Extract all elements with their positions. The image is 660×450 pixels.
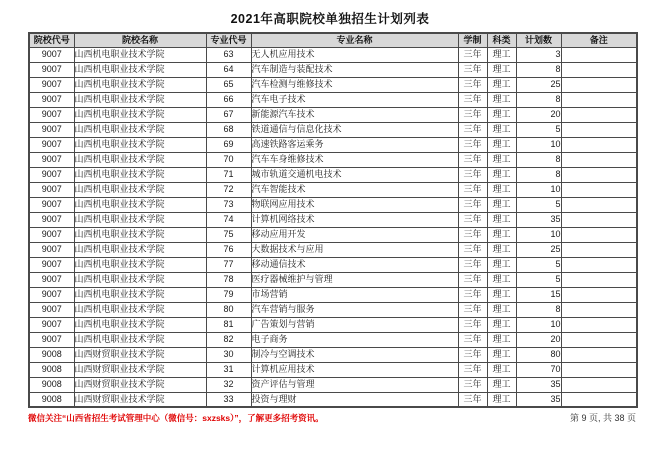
table-header-row (29, 33, 637, 47)
table-cell (561, 257, 637, 272)
table-cell: 9007 (29, 287, 74, 302)
table-cell: 三年 (458, 212, 487, 227)
table-cell: 汽车营销与服务 (251, 302, 458, 317)
table-cell: 69 (206, 137, 251, 152)
table-cell: 移动通信技术 (251, 257, 458, 272)
table-cell: 投资与理财 (251, 392, 458, 407)
table-cell: 山西机电职业技术学院 (74, 167, 206, 182)
table-cell: 山西机电职业技术学院 (74, 47, 206, 62)
table-cell (561, 167, 637, 182)
table-cell (561, 347, 637, 362)
table-cell: 理工 (487, 362, 516, 377)
table-cell: 理工 (487, 212, 516, 227)
table-cell: 三年 (458, 137, 487, 152)
table-cell: 理工 (487, 152, 516, 167)
table-cell: 山西机电职业技术学院 (74, 182, 206, 197)
table-cell: 理工 (487, 77, 516, 92)
table-cell: 9007 (29, 257, 74, 272)
table-row (29, 212, 637, 227)
table-cell: 70 (516, 362, 561, 377)
table-cell: 31 (206, 362, 251, 377)
table-cell (561, 152, 637, 167)
table-cell: 三年 (458, 242, 487, 257)
table-cell: 9007 (29, 302, 74, 317)
table-cell: 理工 (487, 392, 516, 407)
table-cell: 三年 (458, 377, 487, 392)
table-row (29, 62, 637, 77)
table-cell: 9008 (29, 347, 74, 362)
table-row (29, 347, 637, 362)
table-cell: 汽车检测与维修技术 (251, 77, 458, 92)
table-cell (561, 362, 637, 377)
table-cell: 9007 (29, 332, 74, 347)
table-cell: 理工 (487, 377, 516, 392)
table-row (29, 227, 637, 242)
table-cell: 山西机电职业技术学院 (74, 152, 206, 167)
table-cell: 山西财贸职业技术学院 (74, 362, 206, 377)
table-cell: 64 (206, 62, 251, 77)
table-cell: 理工 (487, 92, 516, 107)
table-row (29, 152, 637, 167)
table-cell (561, 287, 637, 302)
table-cell: 三年 (458, 347, 487, 362)
table-cell: 理工 (487, 182, 516, 197)
table-row (29, 377, 637, 392)
table-cell: 山西机电职业技术学院 (74, 212, 206, 227)
table-cell (561, 122, 637, 137)
table-row (29, 137, 637, 152)
table-cell: 理工 (487, 167, 516, 182)
table-cell: 32 (206, 377, 251, 392)
table-cell: 山西机电职业技术学院 (74, 317, 206, 332)
table-cell: 20 (516, 332, 561, 347)
table-cell: 理工 (487, 242, 516, 257)
table-row (29, 302, 637, 317)
table-cell: 理工 (487, 287, 516, 302)
table-cell (561, 227, 637, 242)
table-cell: 35 (516, 377, 561, 392)
table-cell: 8 (516, 152, 561, 167)
table-cell (561, 62, 637, 77)
column-header: 专业代号 (206, 33, 251, 47)
table-cell: 医疗器械维护与管理 (251, 272, 458, 287)
table-cell: 三年 (458, 122, 487, 137)
column-header: 院校名称 (74, 33, 206, 47)
table-cell: 30 (206, 347, 251, 362)
table-row (29, 332, 637, 347)
table-cell: 25 (516, 242, 561, 257)
table-cell: 10 (516, 317, 561, 332)
table-cell (561, 332, 637, 347)
table-cell: 山西机电职业技术学院 (74, 287, 206, 302)
table-cell: 8 (516, 167, 561, 182)
table-cell: 70 (206, 152, 251, 167)
table-cell: 无人机应用技术 (251, 47, 458, 62)
table-cell: 10 (516, 227, 561, 242)
table-cell: 9007 (29, 47, 74, 62)
table-cell: 10 (516, 137, 561, 152)
table-cell: 5 (516, 257, 561, 272)
table-cell: 三年 (458, 107, 487, 122)
table-cell: 三年 (458, 62, 487, 77)
table-cell: 大数据技术与应用 (251, 242, 458, 257)
table-row (29, 107, 637, 122)
table-cell: 9007 (29, 137, 74, 152)
table-cell: 山西机电职业技术学院 (74, 302, 206, 317)
table-cell: 山西财贸职业技术学院 (74, 377, 206, 392)
table-cell: 广告策划与营销 (251, 317, 458, 332)
table-cell: 城市轨道交通机电技术 (251, 167, 458, 182)
table-cell (561, 392, 637, 407)
table-cell: 三年 (458, 302, 487, 317)
table-cell: 市场营销 (251, 287, 458, 302)
table-cell: 10 (516, 182, 561, 197)
table-cell: 三年 (458, 167, 487, 182)
table-cell: 78 (206, 272, 251, 287)
page-title: 2021年高职院校单独招生计划列表 (230, 12, 430, 26)
table-cell: 82 (206, 332, 251, 347)
table-cell: 9007 (29, 212, 74, 227)
table-cell: 80 (206, 302, 251, 317)
table-row (29, 242, 637, 257)
table-cell: 9008 (29, 392, 74, 407)
table-row (29, 392, 637, 407)
table-cell: 移动应用开发 (251, 227, 458, 242)
table-cell: 三年 (458, 197, 487, 212)
table-cell: 山西机电职业技术学院 (74, 137, 206, 152)
table-cell: 20 (516, 107, 561, 122)
table-cell: 制冷与空调技术 (251, 347, 458, 362)
table-cell: 三年 (458, 362, 487, 377)
table-row (29, 122, 637, 137)
column-header: 计划数 (516, 33, 561, 47)
table-cell: 74 (206, 212, 251, 227)
table-cell: 山西机电职业技术学院 (74, 332, 206, 347)
table-cell: 77 (206, 257, 251, 272)
table-row (29, 197, 637, 212)
table-row (29, 167, 637, 182)
table-cell: 山西财贸职业技术学院 (74, 347, 206, 362)
table-cell: 铁道通信与信息化技术 (251, 122, 458, 137)
table-cell: 9007 (29, 62, 74, 77)
table-cell: 山西机电职业技术学院 (74, 62, 206, 77)
table-cell: 三年 (458, 47, 487, 62)
column-header: 专业名称 (251, 33, 458, 47)
table-cell: 79 (206, 287, 251, 302)
table-cell: 66 (206, 92, 251, 107)
table-cell: 山西机电职业技术学院 (74, 257, 206, 272)
table-cell: 8 (516, 302, 561, 317)
table-cell: 33 (206, 392, 251, 407)
table-cell: 71 (206, 167, 251, 182)
column-header: 学制 (458, 33, 487, 47)
table-cell: 9007 (29, 182, 74, 197)
table-row (29, 92, 637, 107)
table-cell: 汽车智能技术 (251, 182, 458, 197)
table-cell: 8 (516, 92, 561, 107)
table-cell: 山西机电职业技术学院 (74, 272, 206, 287)
table-cell: 三年 (458, 77, 487, 92)
table-cell: 63 (206, 47, 251, 62)
table-row (29, 257, 637, 272)
table-cell: 理工 (487, 302, 516, 317)
table-cell: 理工 (487, 332, 516, 347)
table-cell (561, 182, 637, 197)
column-header: 备注 (561, 33, 637, 47)
table-cell: 电子商务 (251, 332, 458, 347)
column-header: 院校代号 (29, 33, 74, 47)
table-cell: 计算机网络技术 (251, 212, 458, 227)
table-row (29, 47, 637, 62)
table-cell (561, 302, 637, 317)
table-cell: 9007 (29, 227, 74, 242)
table-cell: 9007 (29, 107, 74, 122)
table-cell: 山西机电职业技术学院 (74, 242, 206, 257)
table-cell: 高速铁路客运乘务 (251, 137, 458, 152)
table-cell: 山西机电职业技术学院 (74, 92, 206, 107)
table-cell: 9008 (29, 362, 74, 377)
table-cell: 理工 (487, 122, 516, 137)
table-cell (561, 377, 637, 392)
table-cell: 9007 (29, 167, 74, 182)
table-cell: 35 (516, 392, 561, 407)
table-cell: 三年 (458, 152, 487, 167)
table-cell: 25 (516, 77, 561, 92)
table-cell (561, 107, 637, 122)
table-cell: 5 (516, 122, 561, 137)
table-cell (561, 47, 637, 62)
table-cell: 汽车车身维修技术 (251, 152, 458, 167)
table-cell: 山西机电职业技术学院 (74, 122, 206, 137)
table-cell: 新能源汽车技术 (251, 107, 458, 122)
table-cell (561, 92, 637, 107)
table-cell: 9007 (29, 317, 74, 332)
table-cell: 73 (206, 197, 251, 212)
table-row (29, 362, 637, 377)
table-cell: 5 (516, 272, 561, 287)
table-cell: 三年 (458, 332, 487, 347)
table-cell (561, 197, 637, 212)
table-cell: 三年 (458, 272, 487, 287)
table-cell: 山西财贸职业技术学院 (74, 392, 206, 407)
table-cell: 三年 (458, 182, 487, 197)
table-cell: 理工 (487, 227, 516, 242)
table-cell: 理工 (487, 347, 516, 362)
table-cell: 三年 (458, 317, 487, 332)
table-cell: 山西机电职业技术学院 (74, 77, 206, 92)
table-cell: 80 (516, 347, 561, 362)
table-cell: 三年 (458, 227, 487, 242)
table-cell: 67 (206, 107, 251, 122)
table-cell: 15 (516, 287, 561, 302)
table-cell: 资产评估与管理 (251, 377, 458, 392)
table-cell (561, 317, 637, 332)
table-cell: 65 (206, 77, 251, 92)
table-cell: 理工 (487, 272, 516, 287)
table-row (29, 272, 637, 287)
table-cell: 81 (206, 317, 251, 332)
table-cell (561, 212, 637, 227)
table-cell: 三年 (458, 257, 487, 272)
table-cell: 75 (206, 227, 251, 242)
table-cell: 9007 (29, 242, 74, 257)
table-cell: 9008 (29, 377, 74, 392)
table-cell: 76 (206, 242, 251, 257)
table-cell: 3 (516, 47, 561, 62)
page-footer (28, 411, 636, 424)
table-cell: 理工 (487, 137, 516, 152)
table-cell: 理工 (487, 257, 516, 272)
table-cell: 35 (516, 212, 561, 227)
table-cell: 8 (516, 62, 561, 77)
table-cell: 三年 (458, 287, 487, 302)
table-cell: 物联网应用技术 (251, 197, 458, 212)
table-cell: 计算机应用技术 (251, 362, 458, 377)
table-row (29, 287, 637, 302)
table-cell: 三年 (458, 392, 487, 407)
table-cell: 理工 (487, 317, 516, 332)
table-cell: 三年 (458, 92, 487, 107)
table-cell: 山西机电职业技术学院 (74, 107, 206, 122)
table-cell: 汽车电子技术 (251, 92, 458, 107)
table-cell (561, 242, 637, 257)
table-cell: 理工 (487, 62, 516, 77)
table-cell: 72 (206, 182, 251, 197)
table-cell: 理工 (487, 107, 516, 122)
table-cell: 9007 (29, 92, 74, 107)
table-cell: 9007 (29, 272, 74, 287)
table-cell: 理工 (487, 197, 516, 212)
table-cell: 汽车制造与装配技术 (251, 62, 458, 77)
table-cell: 理工 (487, 47, 516, 62)
enrollment-plan-table (28, 32, 638, 408)
table-cell: 9007 (29, 122, 74, 137)
table-cell: 9007 (29, 77, 74, 92)
table-row (29, 182, 637, 197)
table-cell (561, 272, 637, 287)
table-cell: 5 (516, 197, 561, 212)
page-number: 第 9 页, 共 38 页 (569, 413, 636, 423)
wechat-notice: 微信关注“山西省招生考试管理中心（微信号：sxzsks）”，了解更多招考资讯。 (28, 413, 324, 423)
table-cell: 山西机电职业技术学院 (74, 227, 206, 242)
table-cell: 68 (206, 122, 251, 137)
table-cell (561, 77, 637, 92)
table-cell: 山西机电职业技术学院 (74, 197, 206, 212)
table-row (29, 317, 637, 332)
table-cell: 9007 (29, 152, 74, 167)
column-header: 科类 (487, 33, 516, 47)
table-row (29, 77, 637, 92)
table-cell: 9007 (29, 197, 74, 212)
table-cell (561, 137, 637, 152)
